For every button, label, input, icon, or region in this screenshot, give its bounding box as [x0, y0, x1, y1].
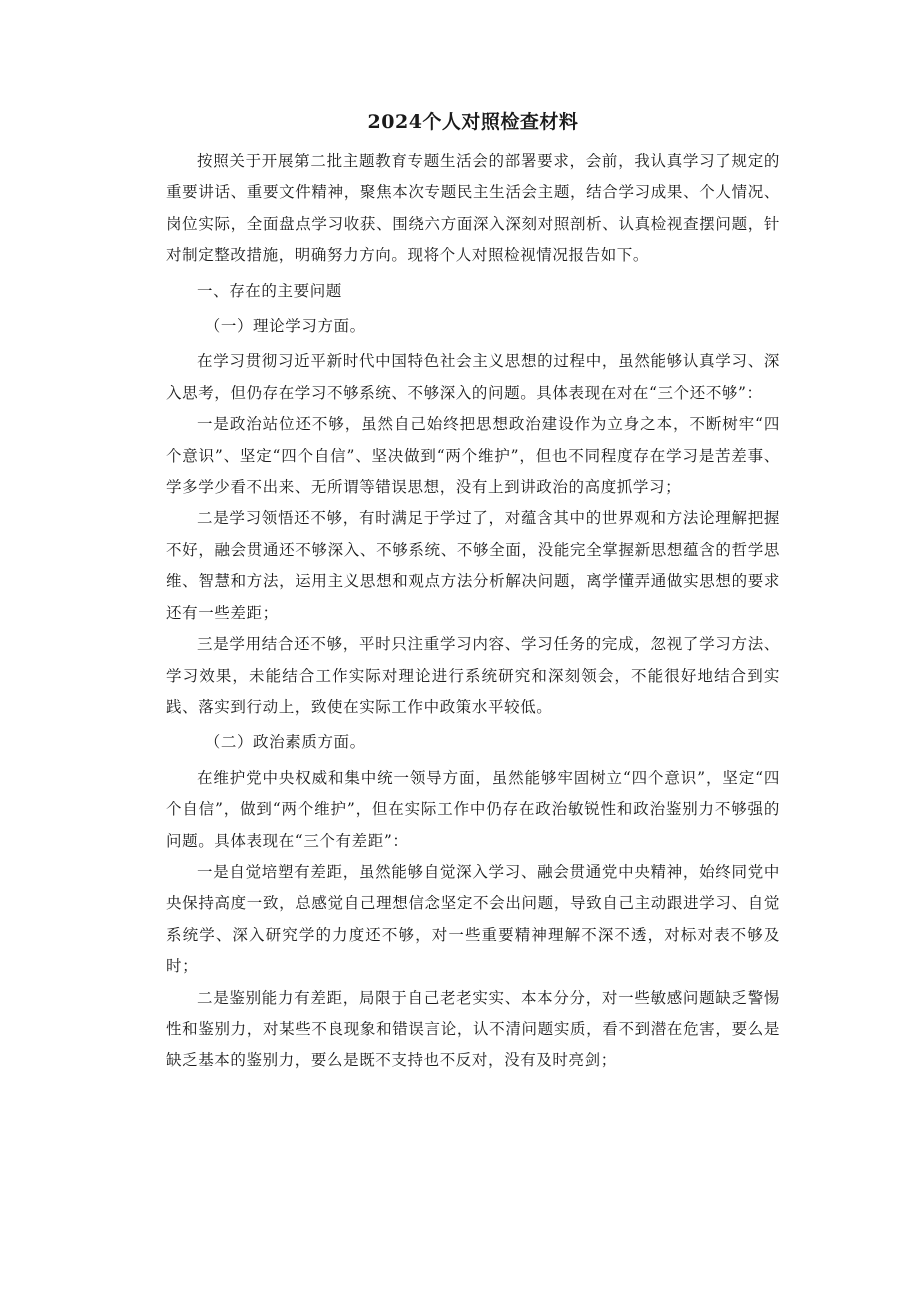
theory-paragraph-2: 一是政治站位还不够，虽然自己始终把思想政治建设作为立身之本，不断树牢“四个意识”、坚定“四个自信”、坚决做到“两个维护”，但也不同程度存在学习是苦差事、学多学少看不出来、无所谓等错误思想，没有上到讲政治的高度抓学习；	[166, 415, 780, 497]
politics-paragraph-1: 在维护党中央权威和集中统一领导方面，虽然能够牢固树立“四个意识”，坚定“四个自信”，做到“两个维护”，但在实际工作中仍存在政治敏锐性和政治鉴别力不够强的问题。具体表现在“三个有差距”：	[166, 768, 780, 850]
section-heading-problems: 一、存在的主要问题	[197, 281, 342, 300]
politics-paragraph-2: 一是自觉培塑有差距，虽然能够自觉深入学习、融会贯通党中央精神，始终同党中央保持高度一致，总感觉自己理想信念坚定不会出问题，导致自己主动跟进学习、自觉系统学、深入研究学的力度还不够，对一些重要精神理解不深不透，对标对表不够及时；	[166, 862, 780, 976]
theory-paragraph-3: 二是学习领悟还不够，有时满足于学过了，对蕴含其中的世界观和方法论理解把握不好，融会贯通还不够深入、不够系统、不够全面，没能完全掌握新思想蕴含的哲学思维、智慧和方法，运用主义思想和观点方法分析解决问题，离学懂弄通做实思想的要求还有一些差距；	[166, 509, 780, 622]
subsection-heading-theory: （一）理论学习方面。	[204, 317, 366, 336]
theory-paragraph-1: 在学习贯彻习近平新时代中国特色社会主义思想的过程中，虽然能够认真学习、深入思考，但仍存在学习不够系统、不够深入的问题。具体表现在对在“三个还不够”：	[166, 352, 780, 402]
document-title: 2024个人对照检查材料	[367, 111, 579, 133]
theory-paragraph-4: 三是学用结合还不够，平时只注重学习内容、学习任务的完成，忽视了学习方法、学习效果，未能结合工作实际对理论进行系统研究和深刻领会，不能很好地结合到实践、落实到行动上，致使在实际工作中政策水平较低。	[166, 635, 780, 716]
intro-paragraph: 按照关于开展第二批主题教育专题生活会的部署要求，会前，我认真学习了规定的重要讲话、重要文件精神，聚焦本次专题民主生活会主题，结合学习成果、个人情况、岗位实际，全面盘点学习收获、围绕六方面深入深刻对照剖析、认真检视查摆问题，针对制定整改措施，明确努力方向。现将个人对照检视情况报告如下。	[166, 152, 780, 265]
subsection-heading-politics: （二）政治素质方面。	[204, 733, 366, 752]
politics-paragraph-3: 二是鉴别能力有差距，局限于自己老老实实、本本分分，对一些敏感问题缺乏警惕性和鉴别力，对某些不良现象和错误言论，认不清问题实质，看不到潜在危害，要么是缺乏基本的鉴别力，要么是既不支持也不反对，没有及时亮剑；	[166, 988, 780, 1070]
